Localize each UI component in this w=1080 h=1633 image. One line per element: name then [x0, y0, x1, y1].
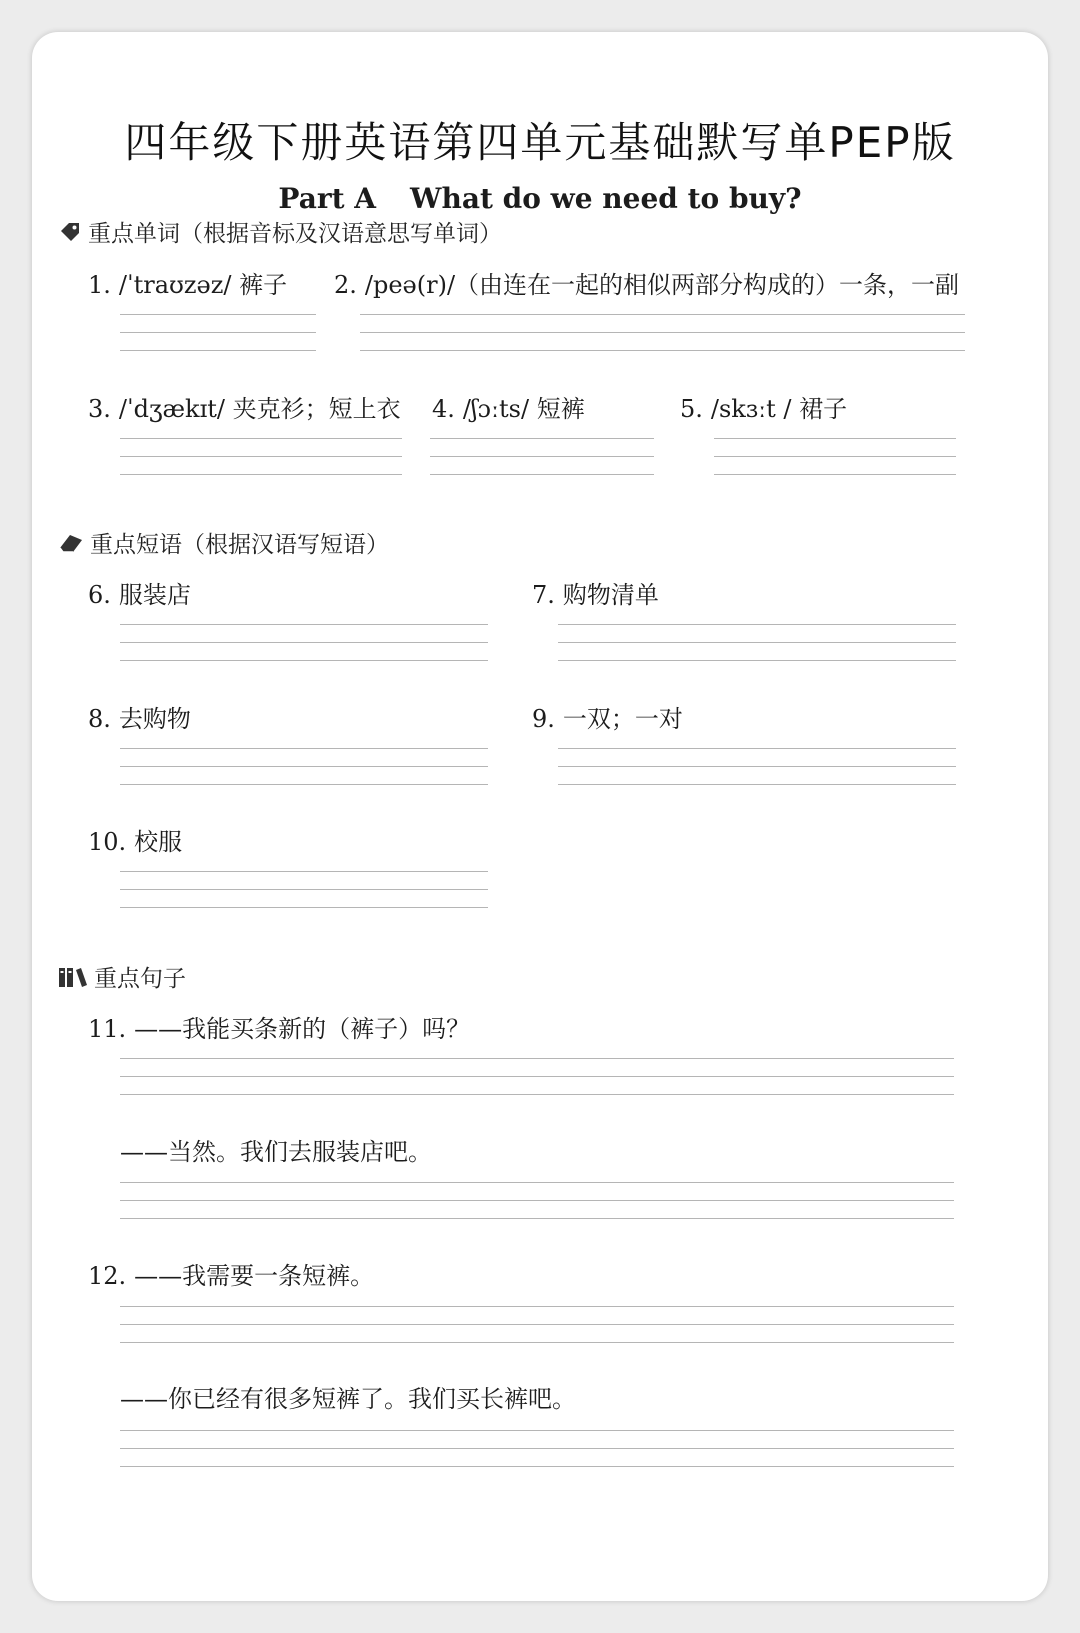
worksheet — [32, 32, 1048, 1601]
books-icon — [58, 965, 88, 989]
section-words-heading — [58, 215, 502, 248]
sentence-item-11-question: 11. ——我能买条新的（裤子）吗？ — [88, 1015, 471, 1043]
word-item-1: 1. /ˈtraʊzəz/ 裤子 — [88, 271, 288, 299]
word-item-3: 3. /ˈdʒækɪt/ 夹克衫；短上衣 — [88, 395, 401, 423]
answer-lines-12a[interactable] — [120, 1306, 954, 1360]
tag-icon — [58, 220, 82, 244]
answer-lines-10[interactable] — [120, 871, 488, 925]
answer-lines-1[interactable] — [120, 314, 316, 368]
sentence-item-12-answer: ——你已经有很多短裤了。我们买长裤吧。 — [120, 1385, 576, 1413]
part-label: Part A — [278, 182, 377, 215]
section-phrases-heading — [58, 526, 389, 559]
word-item-5: 5. /skɜːt / 裙子 — [680, 395, 848, 423]
section-sentences-heading — [58, 960, 186, 993]
answer-lines-3[interactable] — [120, 438, 402, 492]
part-heading — [32, 182, 1048, 215]
page-title: 四年级下册英语第四单元基础默写单PEP版 — [124, 118, 956, 167]
part-question: What do we need to buy? — [410, 182, 802, 215]
answer-lines-11a[interactable] — [120, 1058, 954, 1112]
answer-lines-12b[interactable] — [120, 1430, 954, 1484]
word-item-2: 2. /peə(r)/（由连在一起的相似两部分构成的）一条，一副 — [334, 271, 960, 299]
sentence-item-12-question: 12. ——我需要一条短裤。 — [88, 1262, 375, 1290]
word-item-4: 4. /ʃɔːts/ 短裤 — [432, 395, 585, 423]
eraser-icon — [58, 531, 84, 555]
phrase-item-10: 10. 校服 — [88, 828, 183, 856]
answer-lines-11b[interactable] — [120, 1182, 954, 1236]
phrase-item-9: 9. 一双；一对 — [532, 705, 683, 733]
section-sentences-title: 重点句子 — [94, 966, 186, 992]
phrase-item-8: 8. 去购物 — [88, 705, 191, 733]
sentence-item-11-answer: ——当然。我们去服装店吧。 — [120, 1138, 432, 1166]
answer-lines-2[interactable] — [360, 314, 965, 368]
section-phrases-title: 重点短语（根据汉语写短语） — [90, 532, 389, 558]
phrase-item-6: 6. 服装店 — [88, 581, 191, 609]
answer-lines-7[interactable] — [558, 624, 956, 678]
answer-lines-6[interactable] — [120, 624, 488, 678]
answer-lines-5[interactable] — [714, 438, 956, 492]
answer-lines-8[interactable] — [120, 748, 488, 802]
answer-lines-4[interactable] — [430, 438, 654, 492]
section-words-title: 重点单词（根据音标及汉语意思写单词） — [88, 221, 502, 247]
phrase-item-7: 7. 购物清单 — [532, 581, 659, 609]
answer-lines-9[interactable] — [558, 748, 956, 802]
